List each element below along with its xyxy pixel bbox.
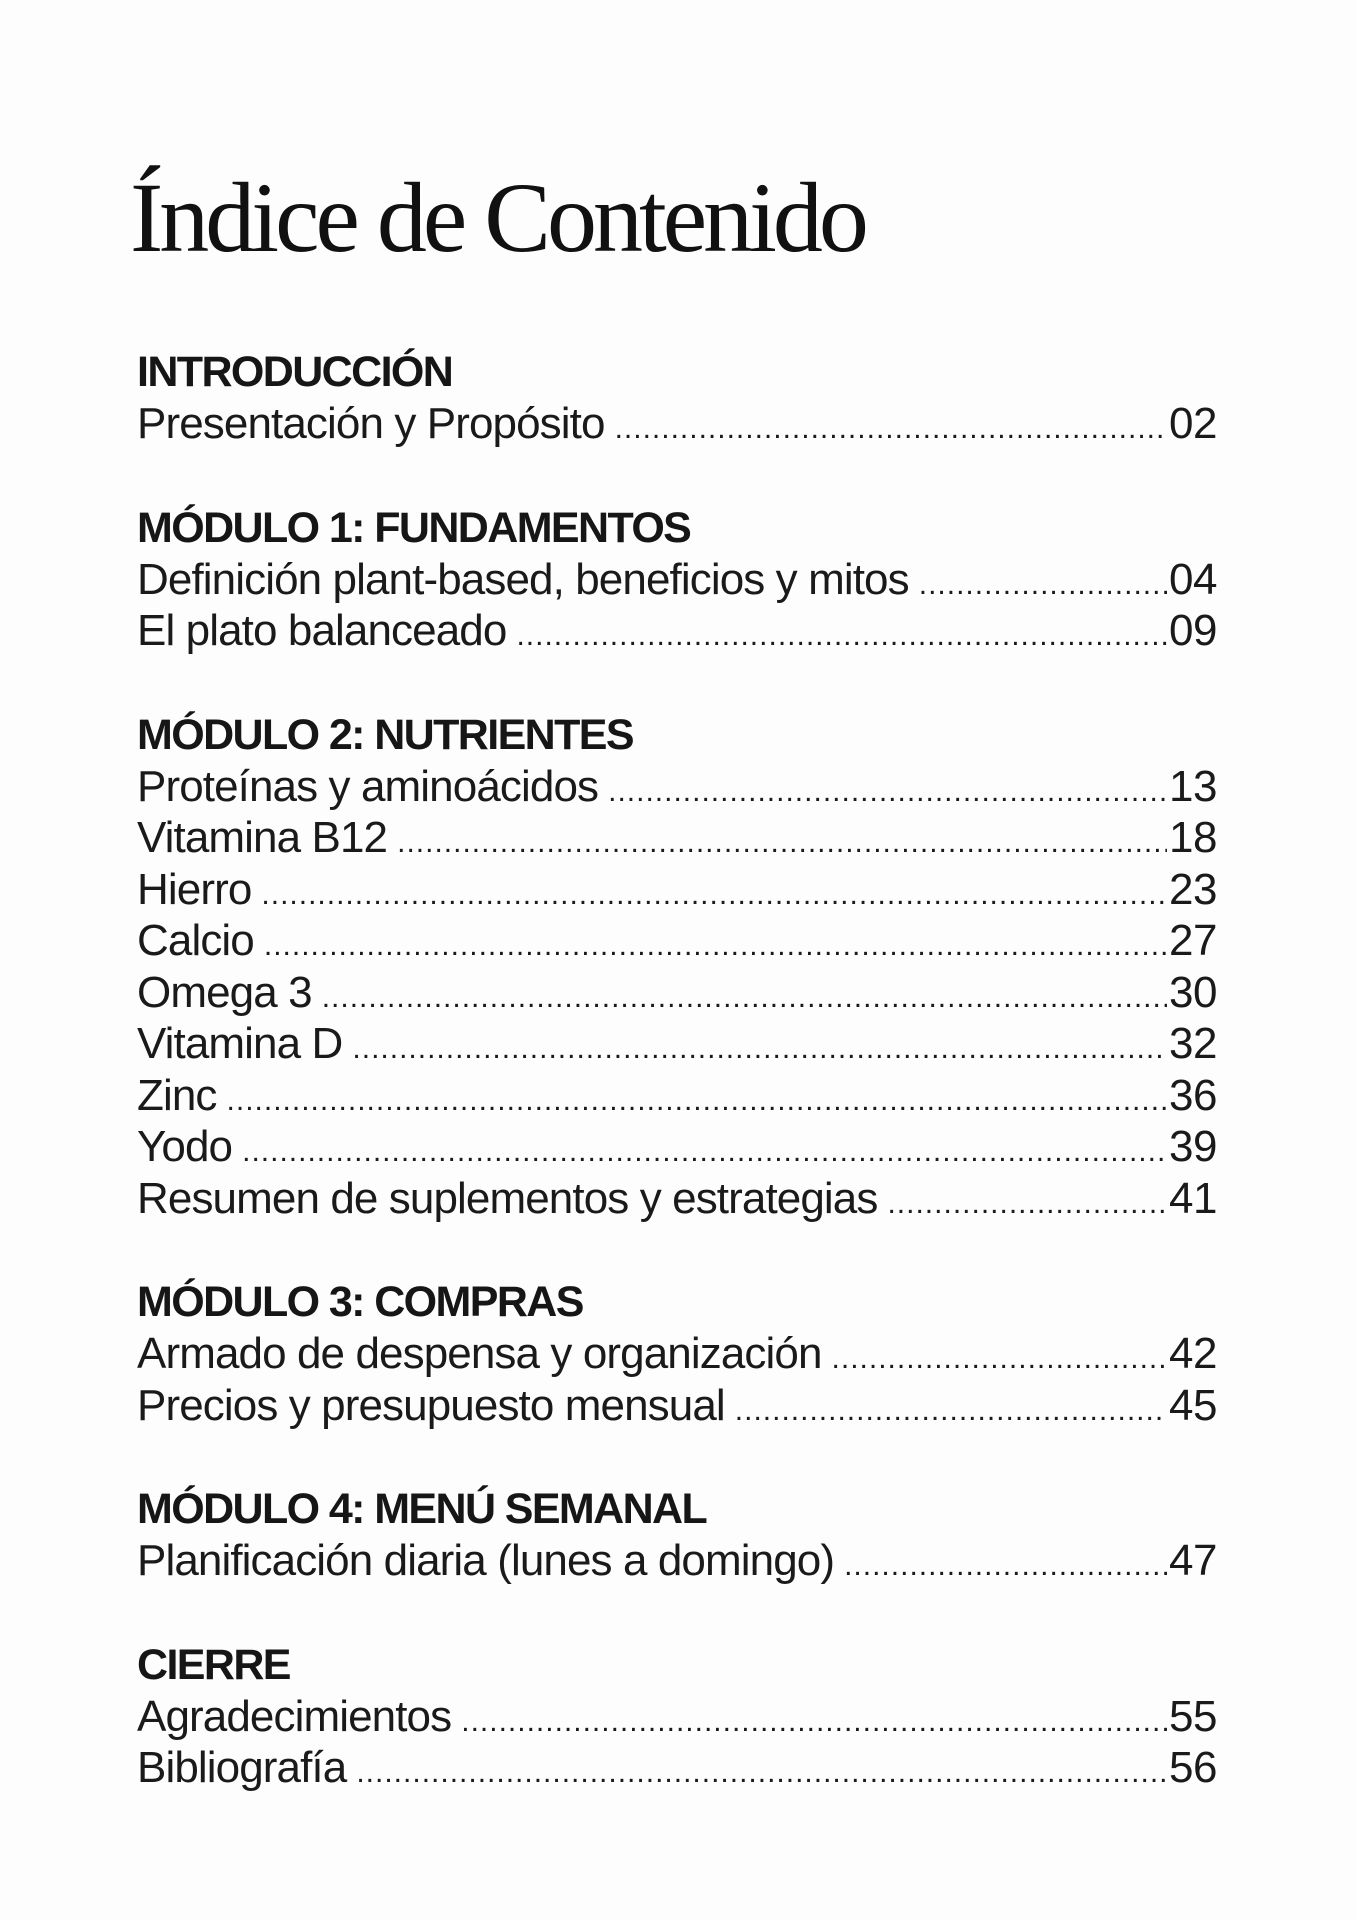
entry-page-number: 09 <box>1169 606 1217 655</box>
toc-section <box>137 1276 1217 1431</box>
entry-page-number: 55 <box>1169 1691 1217 1741</box>
section-heading: MÓDULO 2: NUTRIENTES <box>137 710 633 759</box>
entry-page-number: 27 <box>1169 916 1217 965</box>
dot-leader <box>615 403 1167 455</box>
toc-entry <box>137 1742 1217 1794</box>
entry-page-number: 36 <box>1169 1070 1217 1120</box>
toc-section <box>137 346 1217 450</box>
entry-label: Planificación diaria (lunes a domingo) <box>137 1536 835 1585</box>
entry-label: Agradecimientos <box>137 1691 452 1741</box>
entry-label: Proteínas y aminoácidos <box>137 761 599 811</box>
toc-entry <box>137 761 1217 813</box>
entry-label: Yodo <box>137 1122 233 1171</box>
dot-leader <box>264 920 1167 972</box>
toc-entry <box>137 967 1217 1019</box>
entry-label: Vitamina D <box>137 1019 343 1068</box>
toc-entry <box>137 1173 1217 1225</box>
toc-entry <box>137 812 1217 864</box>
dot-leader <box>397 817 1167 869</box>
toc-entry <box>137 1328 1217 1380</box>
entry-label: Definición plant-based, beneficios y mitos <box>137 554 909 604</box>
toc-entry <box>137 605 1217 657</box>
entry-label: Vitamina B12 <box>137 813 388 862</box>
section-heading: MÓDULO 1: FUNDAMENTOS <box>137 503 691 552</box>
table-of-contents <box>137 346 1217 1846</box>
section-heading: CIERRE <box>137 1640 290 1689</box>
entry-page-number: 32 <box>1169 1019 1217 1068</box>
toc-section <box>137 709 1217 1225</box>
dot-leader <box>352 1023 1167 1075</box>
toc-entry <box>137 1691 1217 1743</box>
toc-section <box>137 1639 1217 1794</box>
dot-leader <box>322 972 1167 1024</box>
dot-leader <box>832 1333 1168 1385</box>
entry-label: Hierro <box>137 864 252 914</box>
entry-label: Precios y presupuesto mensual <box>137 1380 725 1430</box>
section-heading: MÓDULO 3: COMPRAS <box>137 1278 583 1326</box>
section-heading: INTRODUCCIÓN <box>137 348 453 396</box>
entry-page-number: 47 <box>1169 1536 1217 1585</box>
entry-page-number: 30 <box>1169 967 1217 1017</box>
entry-label: Armado de despensa y organización <box>137 1329 822 1378</box>
entry-label: Calcio <box>137 916 254 965</box>
toc-entry <box>137 915 1217 967</box>
entry-page-number: 23 <box>1169 864 1217 914</box>
toc-entry <box>137 1018 1217 1070</box>
entry-page-number: 41 <box>1169 1173 1217 1223</box>
entry-page-number: 02 <box>1169 399 1217 448</box>
dot-leader <box>844 1540 1167 1592</box>
entry-page-number: 04 <box>1169 554 1217 604</box>
dot-leader <box>919 559 1167 611</box>
entry-label: Zinc <box>137 1070 217 1120</box>
toc-section <box>137 1483 1217 1587</box>
toc-entry <box>137 1070 1217 1122</box>
entry-page-number: 13 <box>1169 761 1217 811</box>
dot-leader <box>227 1075 1168 1127</box>
dot-leader <box>516 610 1167 662</box>
dot-leader <box>608 766 1167 818</box>
dot-leader <box>261 869 1167 921</box>
entry-page-number: 56 <box>1169 1743 1217 1792</box>
toc-entry <box>137 1380 1217 1432</box>
entry-page-number: 18 <box>1169 813 1217 862</box>
entry-label: Resumen de suplementos y estrategias <box>137 1173 878 1223</box>
entry-page-number: 42 <box>1169 1329 1217 1378</box>
dot-leader <box>887 1178 1167 1230</box>
toc-entry <box>137 864 1217 916</box>
entry-page-number: 39 <box>1169 1122 1217 1171</box>
toc-entry <box>137 1121 1217 1173</box>
toc-section <box>137 502 1217 657</box>
page-title: Índice de Contenido <box>130 162 865 273</box>
dot-leader <box>735 1385 1167 1437</box>
dot-leader <box>356 1747 1167 1799</box>
toc-entry <box>137 1535 1217 1587</box>
toc-entry <box>137 398 1217 450</box>
entry-label: Bibliografía <box>137 1743 347 1792</box>
dot-leader <box>461 1696 1167 1748</box>
entry-label: Omega 3 <box>137 967 312 1017</box>
entry-label: Presentación y Propósito <box>137 399 605 448</box>
section-heading: MÓDULO 4: MENÚ SEMANAL <box>137 1485 707 1533</box>
entry-label: El plato balanceado <box>137 606 507 655</box>
toc-entry <box>137 554 1217 606</box>
dot-leader <box>242 1126 1167 1178</box>
entry-page-number: 45 <box>1169 1380 1217 1430</box>
